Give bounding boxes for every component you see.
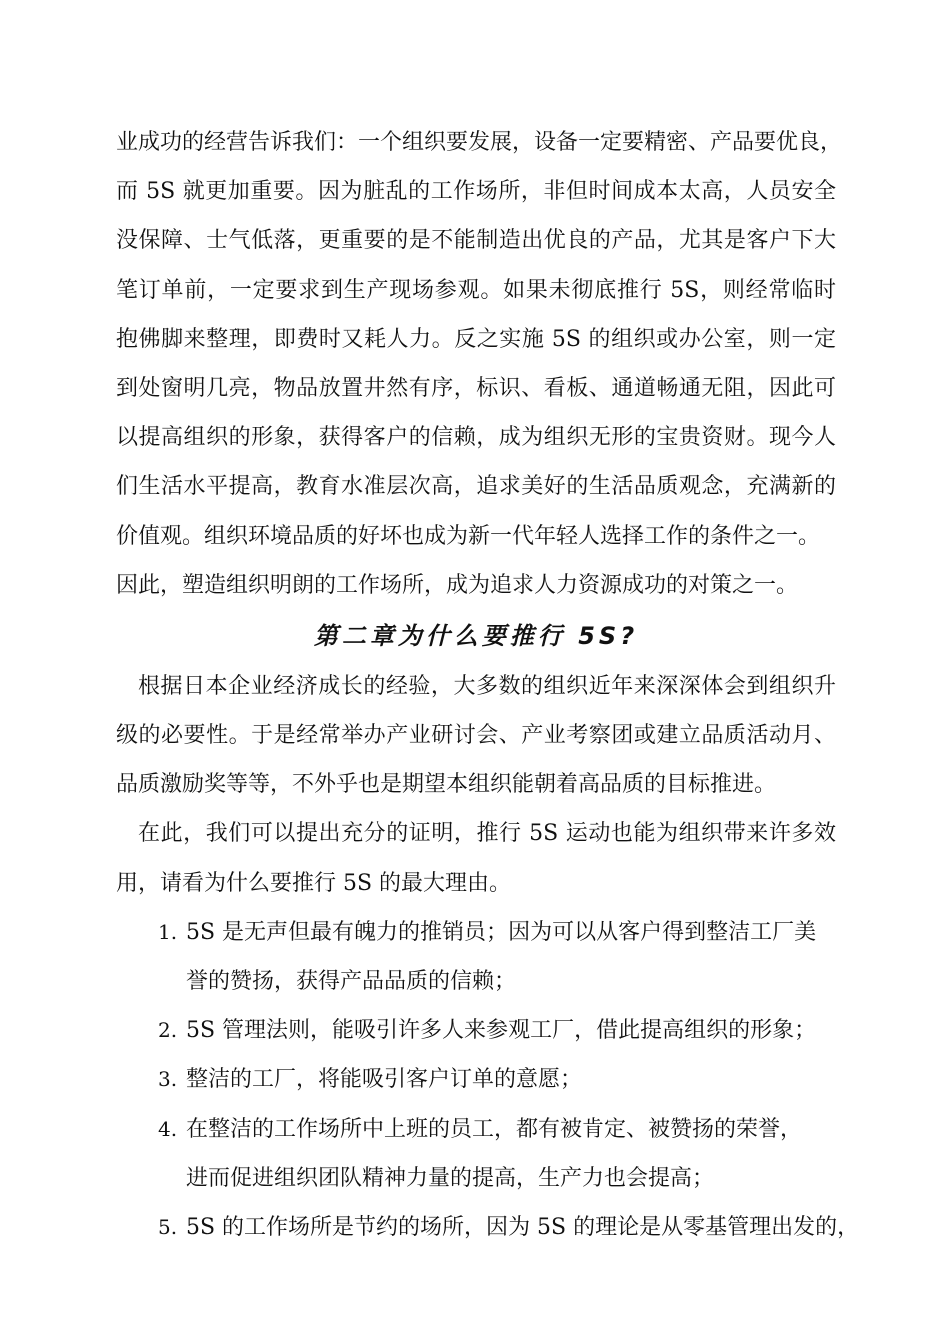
paragraph-line: 以提高组织的形象，获得客户的信赖，成为组织无形的宝贵资财。现今人 — [116, 425, 836, 451]
paragraph-line: 因此，塑造组织明朗的工作场所，成为追求人力资源成功的对策之一。 — [116, 572, 799, 598]
list-item-line: 5S 是无声但最有魄力的推销员；因为可以从客户得到整洁工厂美 — [186, 919, 817, 945]
paragraph-line: 业成功的经营告诉我们：一个组织要发展，设备一定要精密、产品要优良， — [116, 130, 843, 155]
list-item — [116, 1006, 836, 1055]
list-item — [116, 1105, 836, 1203]
paragraph-line: 没保障、士气低落，更重要的是不能制造出优良的产品，尤其是客户下大 — [116, 228, 836, 254]
paragraph-3 — [116, 809, 836, 907]
list-item — [116, 1203, 860, 1252]
paragraph-line: 在此，我们可以提出充分的证明，推行 5S 运动也能为组织带来许多效 — [138, 821, 836, 847]
paragraph-line: 而 5S 就更加重要。因为脏乱的工作场所，非但时间成本太高，人员安全 — [116, 179, 836, 205]
paragraph-line: 们生活水平提高，教育水准层次高，追求美好的生活品质观念，充满新的 — [116, 474, 836, 500]
list-number: 2. — [158, 1018, 178, 1043]
list-item-line: 进而促进组织团队精神力量的提高，生产力也会提高； — [186, 1165, 715, 1191]
list-item-line: 5S 的工作场所是节约的场所，因为 5S 的理论是从零基管理出发的， — [186, 1214, 860, 1240]
chapter-heading: 第二章为什么要推行 5S? — [313, 621, 639, 650]
list-item-line: 在整洁的工作场所中上班的员工，都有被肯定、被赞扬的荣誉， — [186, 1116, 803, 1142]
list-number: 4. — [158, 1116, 178, 1141]
list-number: 3. — [158, 1067, 178, 1092]
reasons-list — [116, 908, 860, 1252]
paragraph-line: 级的必要性。于是经常举办产业研讨会、产业考察团或建立品质活动月、 — [116, 723, 836, 749]
list-number: 1. — [158, 919, 178, 944]
list-number: 5. — [158, 1214, 178, 1239]
paragraph-line: 到处窗明几亮，物品放置井然有序，标识、看板、通道畅通无阻，因此可 — [116, 375, 836, 401]
list-item — [116, 908, 836, 1006]
list-item-line: 誉的赞扬，获得产品品质的信赖； — [186, 969, 517, 994]
paragraph-line: 根据日本企业经济成长的经验，大多数的组织近年来深深体会到组织升 — [138, 673, 836, 699]
intro-paragraph — [116, 118, 843, 610]
paragraph-line: 品质激励奖等等，不外乎也是期望本组织能朝着高品质的目标推进。 — [116, 772, 777, 798]
paragraph-line: 用，请看为什么要推行 5S 的最大理由。 — [116, 870, 512, 896]
list-item-line: 5S 管理法则，能吸引许多人来参观工厂，借此提高组织的形象； — [186, 1018, 817, 1044]
list-item — [116, 1055, 836, 1104]
document-page — [116, 118, 860, 1252]
paragraph-line: 抱佛脚来整理，即费时又耗人力。反之实施 5S 的组织或办公室，则一定 — [116, 326, 836, 352]
paragraph-line: 笔订单前，一定要求到生产现场参观。如果未彻底推行 5S，则经常临时 — [116, 277, 836, 303]
paragraph-2 — [116, 662, 836, 810]
paragraph-line: 价值观。组织环境品质的好坏也成为新一代年轻人选择工作的条件之一。 — [116, 523, 821, 549]
list-item-line: 整洁的工厂，将能吸引客户订单的意愿； — [186, 1067, 583, 1093]
